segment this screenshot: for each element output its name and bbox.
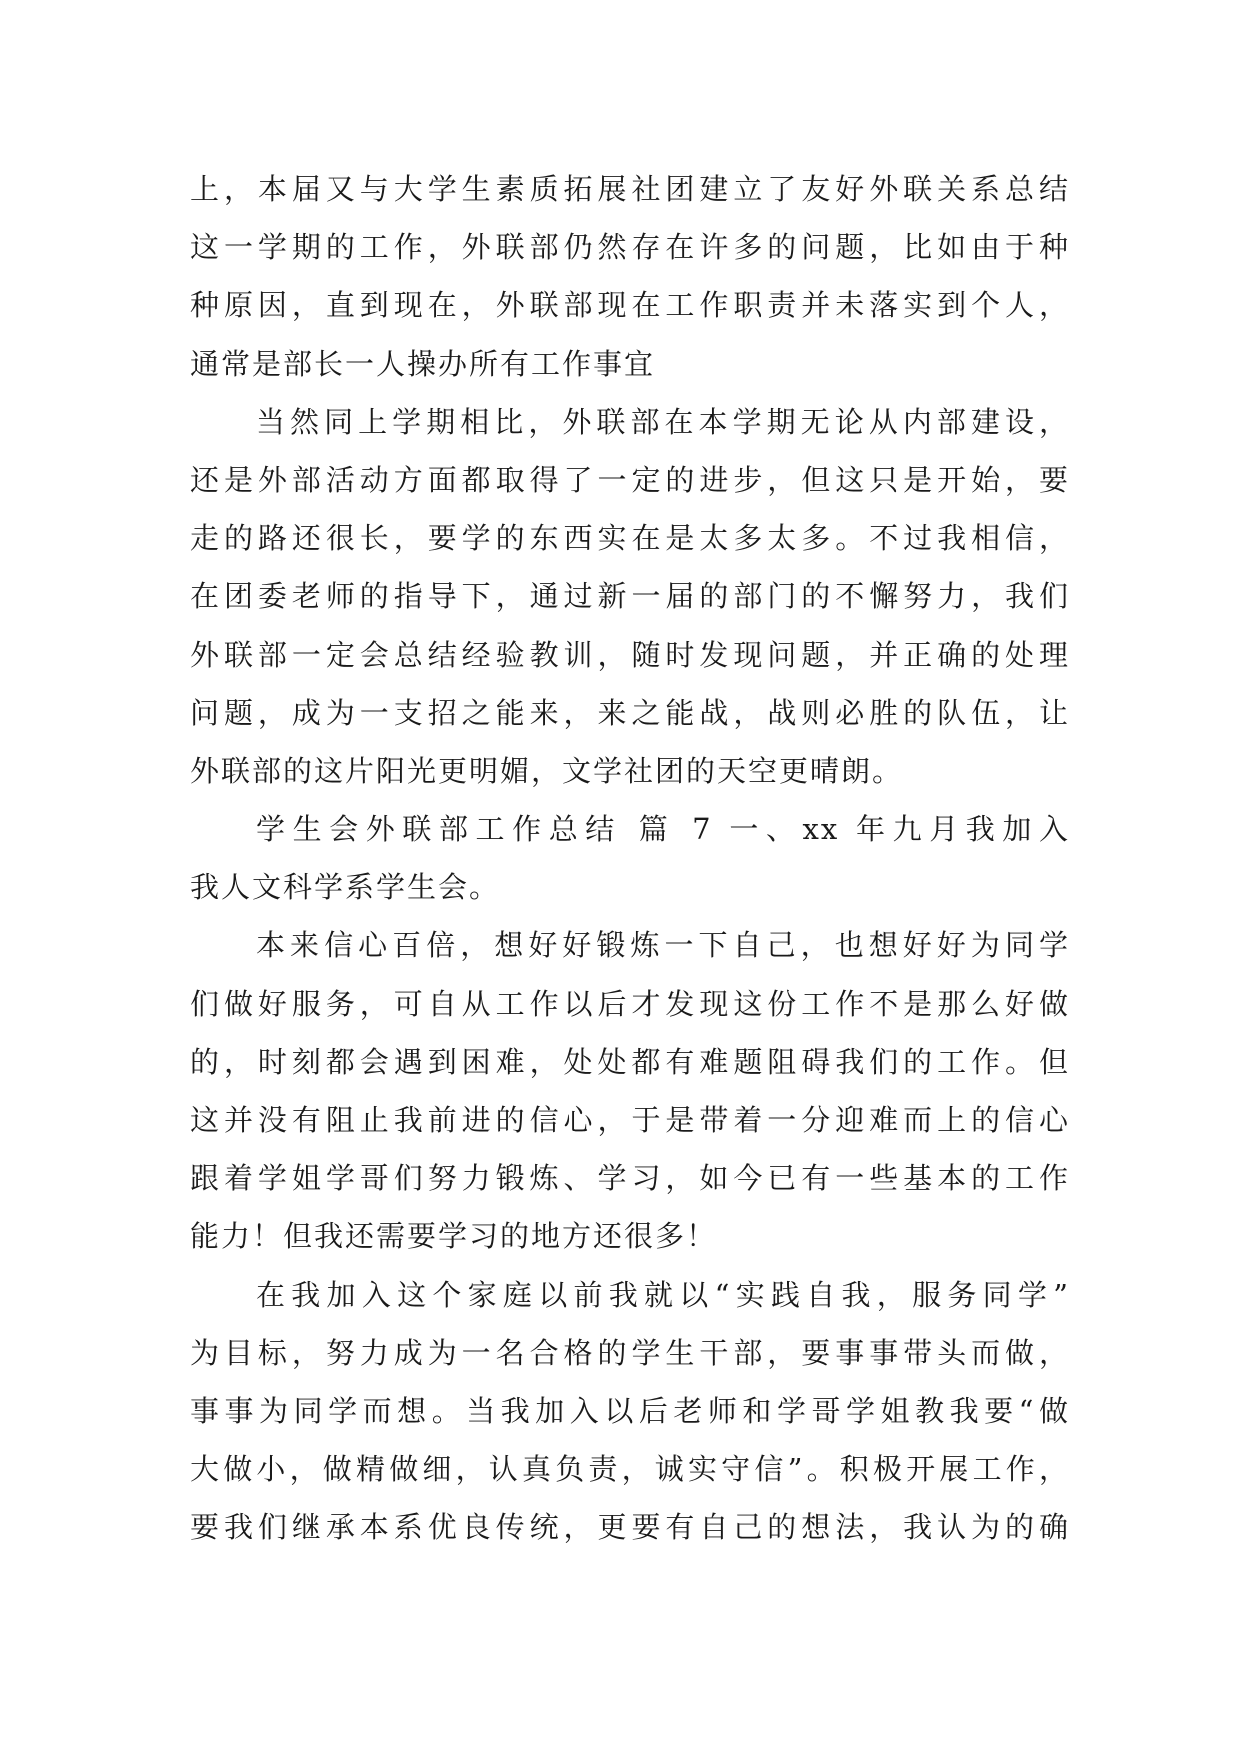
text-line: 通常是部长一人操办所有工作事宜 (190, 346, 656, 381)
text-line: 在团委老师的指导下，通过新一届的部门的不懈努力，我们 (190, 579, 1070, 614)
text-line: 跟着学姐学哥们努力锻炼、学习，如今已有一些基本的工作 (190, 1161, 1070, 1196)
text-line: 种原因，直到现在，外联部现在工作职责并未落实到个人， (190, 288, 1070, 323)
text-line: 在我加入这个家庭以前我就以“实践自我，服务同学” (256, 1277, 1070, 1312)
text-line: 能力！但我还需要学习的地方还很多！ (190, 1219, 718, 1254)
text-line: 还是外部活动方面都取得了一定的进步，但这只是开始，要 (190, 462, 1070, 497)
text-line: 的，时刻都会遇到困难，处处都有难题阻碍我们的工作。但 (190, 1044, 1070, 1079)
text-line: 走的路还很长，要学的东西实在是太多太多。不过我相信， (190, 521, 1070, 556)
text-line: 我人文科学系学生会。 (190, 870, 501, 905)
section-heading-line: 学生会外联部工作总结 篇 7 一、xx 年九月我加入 (256, 812, 1070, 847)
text-line: 当然同上学期相比，外联部在本学期无论从内部建设， (256, 404, 1070, 439)
text-line: 大做小，做精做细，认真负责，诚实守信”。积极开展工作， (190, 1452, 1070, 1487)
text-line: 事事为同学而想。当我加入以后老师和学哥学姐教我要“做 (190, 1393, 1070, 1428)
text-line: 们做好服务，可自从工作以后才发现这份工作不是那么好做 (190, 986, 1070, 1021)
text-line: 问题，成为一支招之能来，来之能战，战则必胜的队伍，让 (190, 695, 1070, 730)
text-line: 上，本届又与大学生素质拓展社团建立了友好外联关系总结 (190, 172, 1070, 206)
text-line: 外联部一定会总结经验教训，随时发现问题，并正确的处理 (190, 637, 1070, 672)
text-line: 外联部的这片阳光更明媚，文学社团的天空更晴朗。 (190, 753, 904, 788)
body-text (190, 160, 1070, 1557)
text-line: 要我们继承本系优良传统，更要有自己的想法，我认为的确 (190, 1510, 1070, 1545)
text-line: 这并没有阻止我前进的信心，于是带着一分迎难而上的信心 (190, 1103, 1070, 1137)
text-line: 为目标，努力成为一名合格的学生干部，要事事带头而做， (190, 1335, 1070, 1370)
text-line: 这一学期的工作，外联部仍然存在许多的问题，比如由于种 (190, 230, 1070, 265)
text-line: 本来信心百倍，想好好锻炼一下自己，也想好好为同学 (256, 928, 1070, 963)
